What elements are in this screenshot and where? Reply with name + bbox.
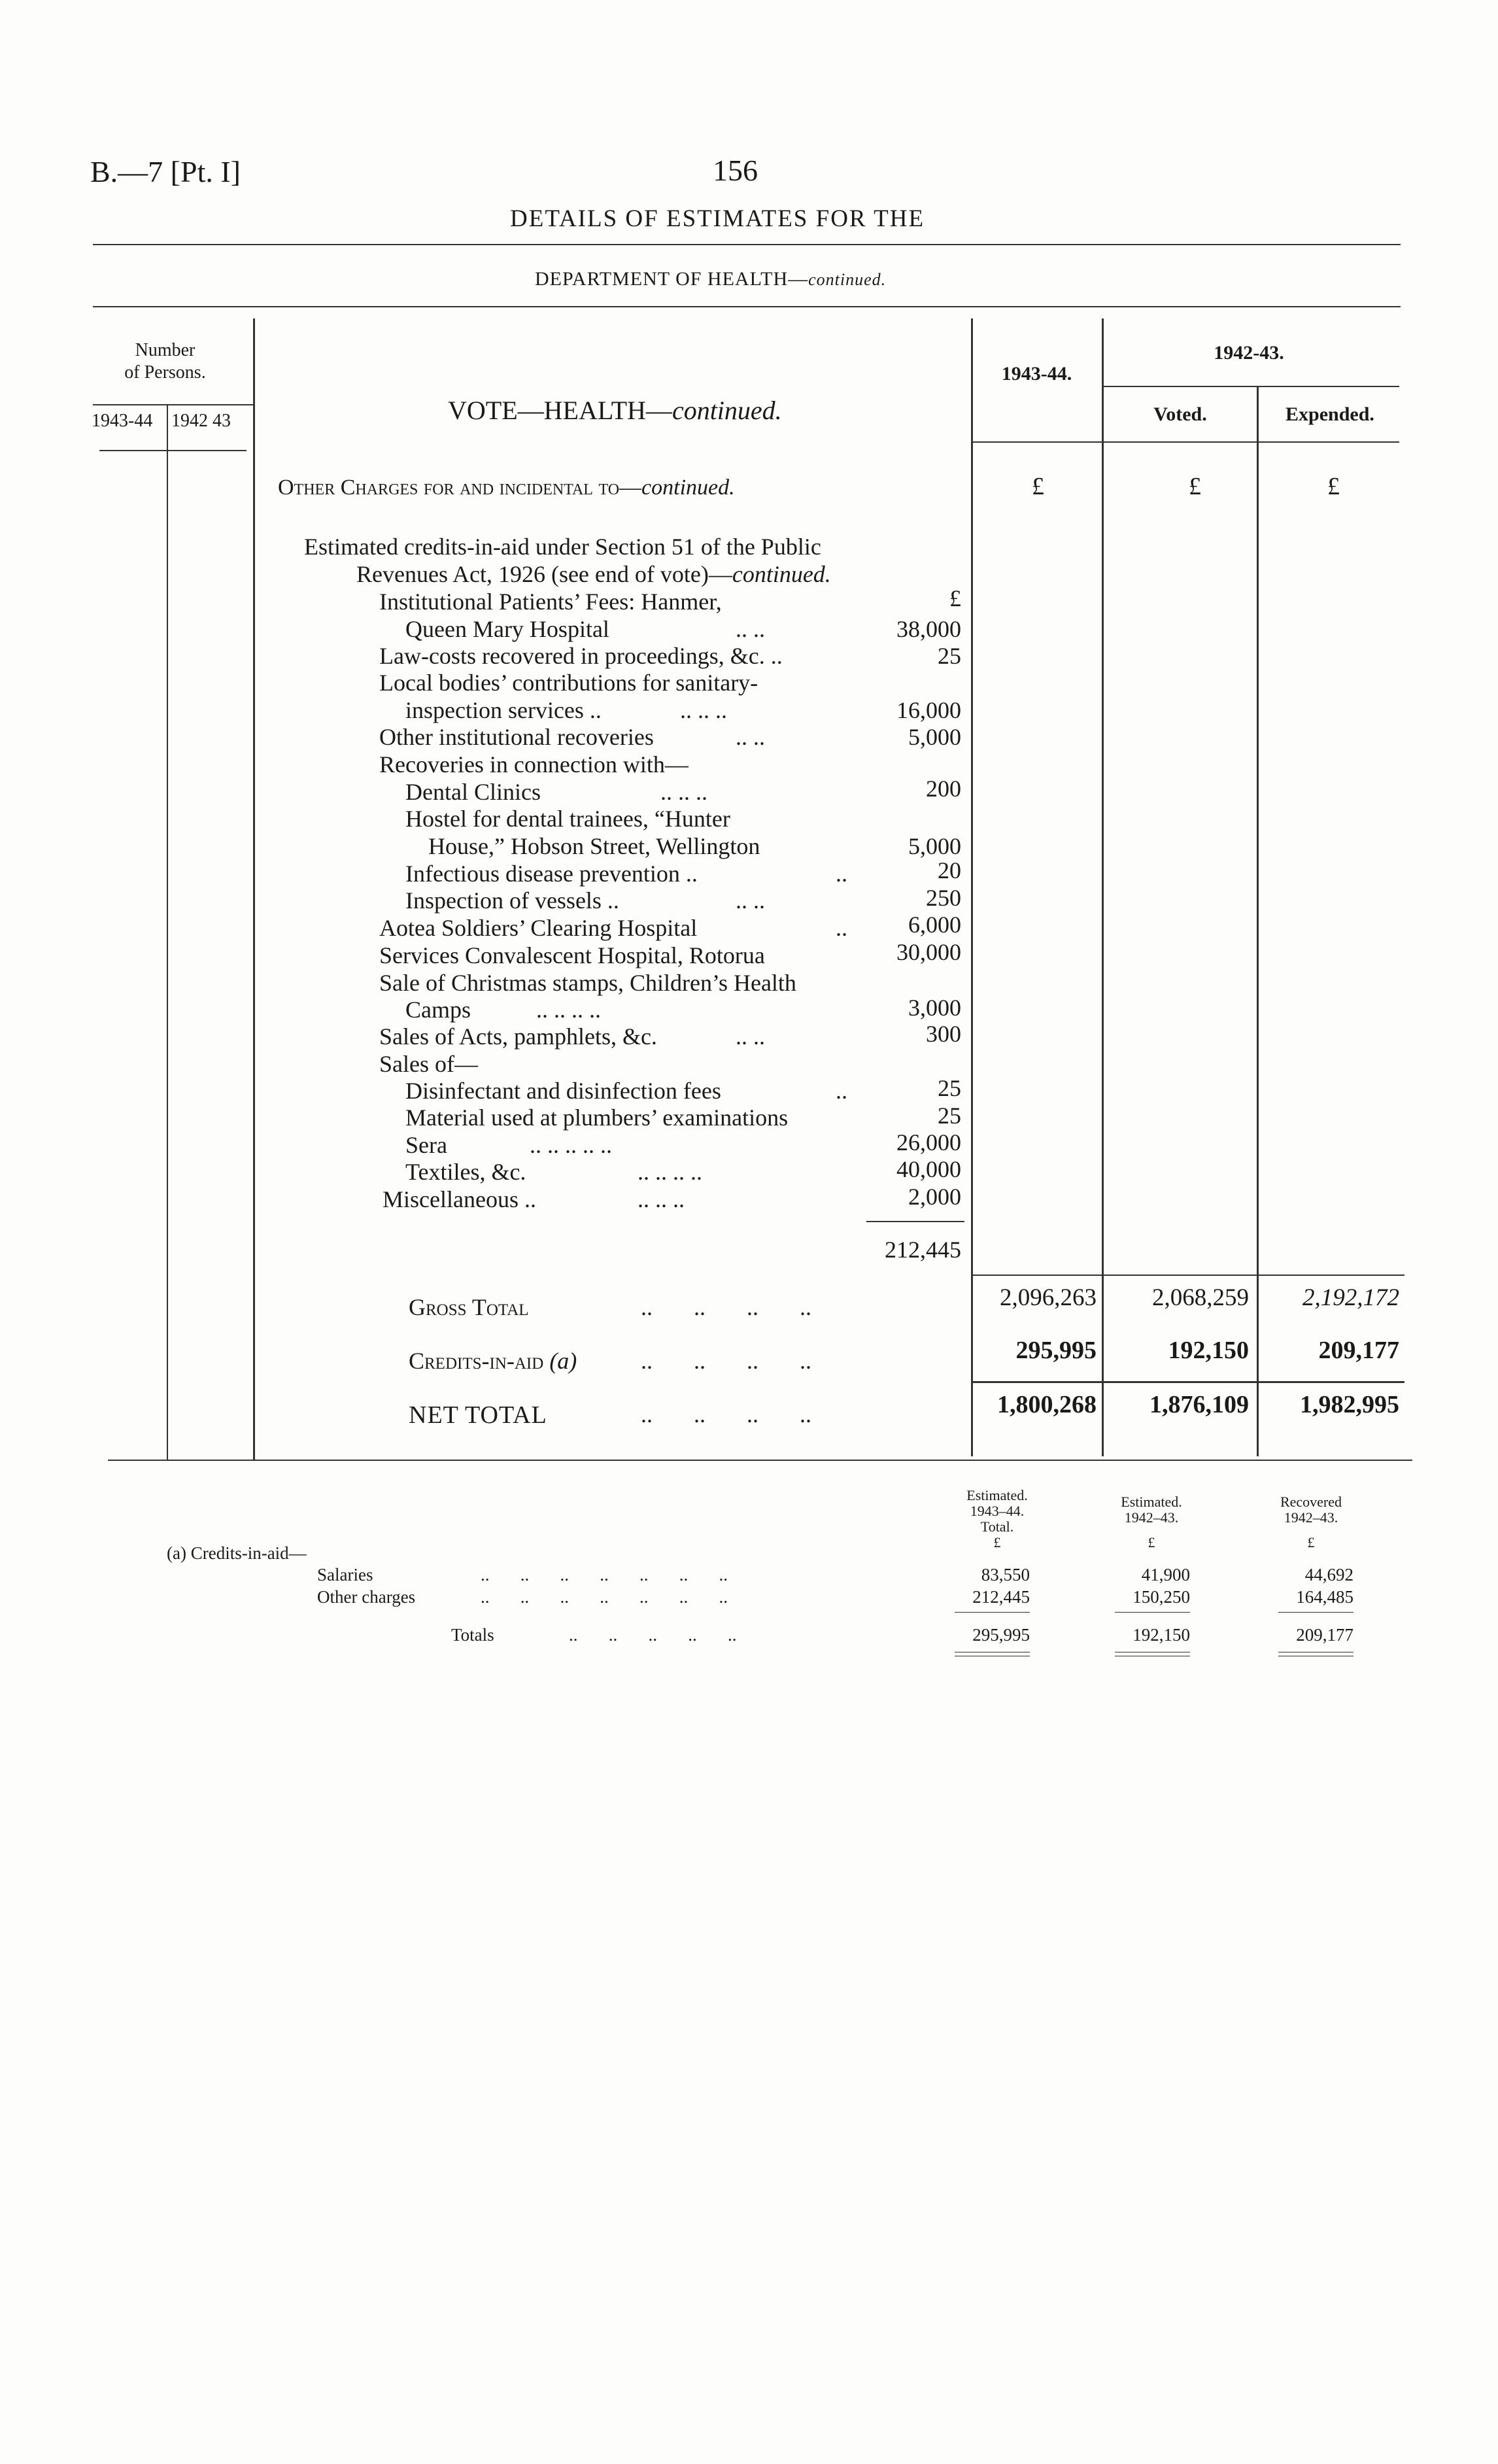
voted-heading: Voted. xyxy=(1153,403,1207,425)
net-total-label: NET TOTAL xyxy=(409,1401,547,1429)
document-reference: B.—7 [Pt. I] xyxy=(90,155,241,188)
page-title: DETAILS OF ESTIMATES FOR THE xyxy=(510,205,925,232)
footnote-intro: (a) Credits-in-aid— xyxy=(167,1543,307,1563)
leader-dots: .. .. .. .. .. .. .. xyxy=(481,1565,728,1584)
column-divider xyxy=(253,318,255,1460)
credits-in-aid-label: Credits-in-aid (a) xyxy=(409,1348,577,1374)
item-text: Sera xyxy=(405,1132,447,1158)
item-text: Sales of Acts, pamphlets, &c. xyxy=(379,1023,657,1050)
persons-heading: of Persons. xyxy=(124,362,206,383)
vote-heading: VOTE—HEALTH—continued. xyxy=(448,396,782,425)
item-amount: 250 xyxy=(926,885,961,911)
footnote-col-heading: Estimated. 1943–44. Total. £ xyxy=(966,1487,1028,1550)
net-total-voted: 1,876,109 xyxy=(1149,1391,1249,1418)
net-total-1943: 1,800,268 xyxy=(997,1391,1097,1418)
item-text: Infectious disease prevention .. xyxy=(405,861,698,887)
leader-dots: .. .. .. .. .. xyxy=(530,1132,612,1158)
item-text: Textiles, &c. xyxy=(405,1159,526,1185)
rule xyxy=(955,1612,1030,1613)
item-amount: 20 xyxy=(938,857,961,883)
persons-year-current: 1943-44 xyxy=(92,411,153,431)
rule xyxy=(93,306,1401,307)
rule xyxy=(93,244,1401,245)
item-text: Sale of Christmas stamps, Children’s Health xyxy=(379,970,796,996)
footnote-value: 83,550 xyxy=(981,1565,1030,1584)
item-text: House,” Hobson Street, Wellington xyxy=(428,833,760,859)
item-amount: 25 xyxy=(938,1103,961,1129)
currency-symbol: £ xyxy=(1327,473,1340,500)
leader-dots: .. xyxy=(836,861,847,887)
item-amount: 25 xyxy=(938,643,961,669)
rule xyxy=(93,404,253,405)
leader-dots: .. .. .. xyxy=(680,697,727,723)
currency-symbol: £ xyxy=(1189,473,1201,500)
leader-dots: .. .. .. .. xyxy=(641,1401,811,1428)
item-amount: 38,000 xyxy=(896,616,961,642)
leader-dots: .. .. .. xyxy=(660,779,707,805)
leader-dots: .. .. .. .. .. .. .. xyxy=(481,1587,728,1607)
item-text: Material used at plumbers’ examinations xyxy=(405,1104,789,1131)
intro-line: Revenues Act, 1926 (see end of vote)—continued. xyxy=(356,561,831,587)
item-text: Dental Clinics xyxy=(405,779,541,805)
rule xyxy=(971,441,1399,443)
gross-total-1943: 2,096,263 xyxy=(1000,1284,1097,1311)
item-amount: 26,000 xyxy=(896,1129,961,1155)
footnote-totals-label: Totals xyxy=(451,1625,494,1645)
column-divider xyxy=(1257,386,1259,1456)
item-text: Law-costs recovered in proceedings, &c. .. xyxy=(379,643,783,669)
expended-heading: Expended. xyxy=(1285,403,1374,425)
rule xyxy=(973,1275,1404,1276)
footnote-value: 164,485 xyxy=(1296,1587,1353,1607)
department-heading: DEPARTMENT OF HEALTH—continued. xyxy=(535,268,887,290)
leader-dots: .. .. .. .. xyxy=(638,1159,702,1185)
credits-in-aid-voted: 192,150 xyxy=(1168,1337,1249,1364)
footnote-row-label: Salaries xyxy=(317,1565,373,1584)
credits-in-aid-1943: 295,995 xyxy=(1015,1337,1097,1364)
leader-dots: .. .. .. xyxy=(638,1186,685,1212)
footnote-col-heading: Recovered 1942–43. £ xyxy=(1280,1494,1342,1550)
rule xyxy=(973,1381,1404,1383)
item-text: inspection services .. xyxy=(405,697,602,723)
gross-total-expended: 2,192,172 xyxy=(1302,1284,1399,1311)
item-text: Local bodies’ contributions for sanitary- xyxy=(379,670,758,696)
leader-dots: .. xyxy=(836,915,847,941)
footnote-value: 44,692 xyxy=(1304,1565,1353,1584)
persons-heading: Number xyxy=(135,340,196,360)
rule xyxy=(1115,1612,1190,1613)
item-text: Hostel for dental trainees, “Hunter xyxy=(405,806,730,832)
footnote-col-heading: Estimated. 1942–43. £ xyxy=(1121,1494,1182,1550)
rule xyxy=(1102,386,1399,387)
footnote-value: 295,995 xyxy=(972,1625,1030,1645)
persons-year-previous: 1942 43 xyxy=(171,411,231,431)
leader-dots: .. .. xyxy=(736,616,765,642)
rule xyxy=(1278,1612,1353,1613)
item-amount: 2,000 xyxy=(908,1184,961,1210)
item-text: Sales of— xyxy=(379,1051,478,1077)
leader-dots: .. .. .. .. xyxy=(641,1294,811,1320)
leader-dots: .. .. .. .. xyxy=(536,997,601,1023)
item-text: Services Convalescent Hospital, Rotorua xyxy=(379,942,765,968)
footnote-row-label: Other charges xyxy=(317,1587,416,1607)
year-current-heading: 1943-44. xyxy=(1001,363,1072,385)
leader-dots: .. .. xyxy=(736,1023,765,1050)
items-subtotal: 212,445 xyxy=(885,1237,961,1263)
column-divider xyxy=(167,404,168,1460)
item-text: Inspection of vessels .. xyxy=(405,887,619,914)
item-amount: 5,000 xyxy=(908,833,961,859)
gross-total-voted: 2,068,259 xyxy=(1152,1284,1249,1311)
item-amount: 6,000 xyxy=(908,912,961,938)
item-amount: 16,000 xyxy=(896,697,961,723)
section-heading: Other Charges for and incidental to—continued. xyxy=(278,475,735,500)
item-amount: 25 xyxy=(938,1075,961,1101)
item-text: Recoveries in connection with— xyxy=(379,751,689,778)
footnote-value: 150,250 xyxy=(1132,1587,1190,1607)
rule xyxy=(108,1460,1412,1461)
item-text: Other institutional recoveries xyxy=(379,724,654,750)
footnote-value: 209,177 xyxy=(1296,1625,1353,1645)
item-amount: £ xyxy=(949,585,961,611)
leader-dots: .. .. xyxy=(736,724,765,750)
footnote-value: 192,150 xyxy=(1132,1625,1190,1645)
leader-dots: .. xyxy=(836,1078,847,1104)
leader-dots: .. .. .. .. xyxy=(641,1348,811,1374)
item-amount: 300 xyxy=(926,1021,961,1047)
item-amount: 3,000 xyxy=(908,995,961,1021)
page-number: 156 xyxy=(713,154,758,187)
rule xyxy=(866,1221,964,1222)
leader-dots: .. .. xyxy=(736,887,765,914)
footnote-value: 212,445 xyxy=(972,1587,1030,1607)
year-previous-heading: 1942-43. xyxy=(1214,342,1284,364)
leader-dots: .. .. .. .. .. xyxy=(569,1625,737,1645)
column-divider xyxy=(1102,318,1104,1456)
item-text: Disinfectant and disinfection fees xyxy=(405,1078,721,1104)
currency-symbol: £ xyxy=(1032,473,1044,500)
item-text: Institutional Patients’ Fees: Hanmer, xyxy=(379,589,722,615)
rule xyxy=(99,450,247,451)
credits-in-aid-expended: 209,177 xyxy=(1318,1337,1399,1364)
item-amount: 5,000 xyxy=(908,724,961,750)
item-text: Camps xyxy=(405,997,471,1023)
item-text: Aotea Soldiers’ Clearing Hospital xyxy=(379,915,698,941)
item-amount: 40,000 xyxy=(896,1156,961,1182)
footnote-value: 41,900 xyxy=(1141,1565,1190,1584)
item-amount: 30,000 xyxy=(896,939,961,965)
item-amount: 200 xyxy=(926,776,961,802)
item-text: Queen Mary Hospital xyxy=(405,616,609,642)
intro-line: Estimated credits-in-aid under Section 51 of the Public xyxy=(304,534,821,560)
item-text: Miscellaneous .. xyxy=(383,1186,536,1212)
gross-total-label: Gross Total xyxy=(409,1294,529,1320)
net-total-expended: 1,982,995 xyxy=(1300,1391,1399,1418)
